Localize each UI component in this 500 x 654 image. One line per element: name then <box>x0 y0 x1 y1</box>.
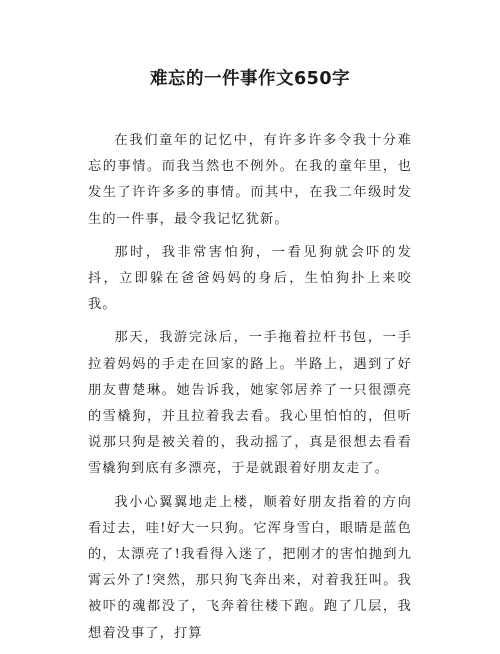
paragraph: 那天，我游完泳后，一手拖着拉杆书包，一手拉着妈妈的手走在回家的路上。半路上，遇到了好朋友曹楚琳。她告诉我，她家邻居养了一只很漂亮的雪橇狗，并且拉着我去看。我心里怕怕的，但听说那只狗是被关着的，我动摇了，真是很想去看看雪橇狗到底有多漂亮，于是就跟着好朋友走了。 <box>88 330 412 477</box>
page-title: 难忘的一件事作文650字 <box>149 69 351 89</box>
paragraph: 那时，我非常害怕狗，一看见狗就会吓的发抖，立即躲在爸爸妈妈的身后，生怕狗扑上来咬我。 <box>88 244 412 313</box>
paragraph: 在我们童年的记忆中，有许多许多令我十分难忘的事情。而我当然也不例外。在我的童年里，也发生了许许多多的事情。而其中，在我二年级时发生的一件事，最令我记忆犹新。 <box>88 133 412 227</box>
paragraph: 我小心翼翼地走上楼，顺着好朋友指着的方向看过去，哇!好大一只狗。它浑身雪白，眼睛是蓝色的，太漂亮了!我看得入迷了，把刚才的害怕抛到九霄云外了!突然，那只狗飞奔出来，对着我狂叫。我被吓的魂都没了，飞奔着往楼下跑。跑了几层，我想着没事了，打算 <box>88 494 412 641</box>
article-body <box>88 128 412 654</box>
